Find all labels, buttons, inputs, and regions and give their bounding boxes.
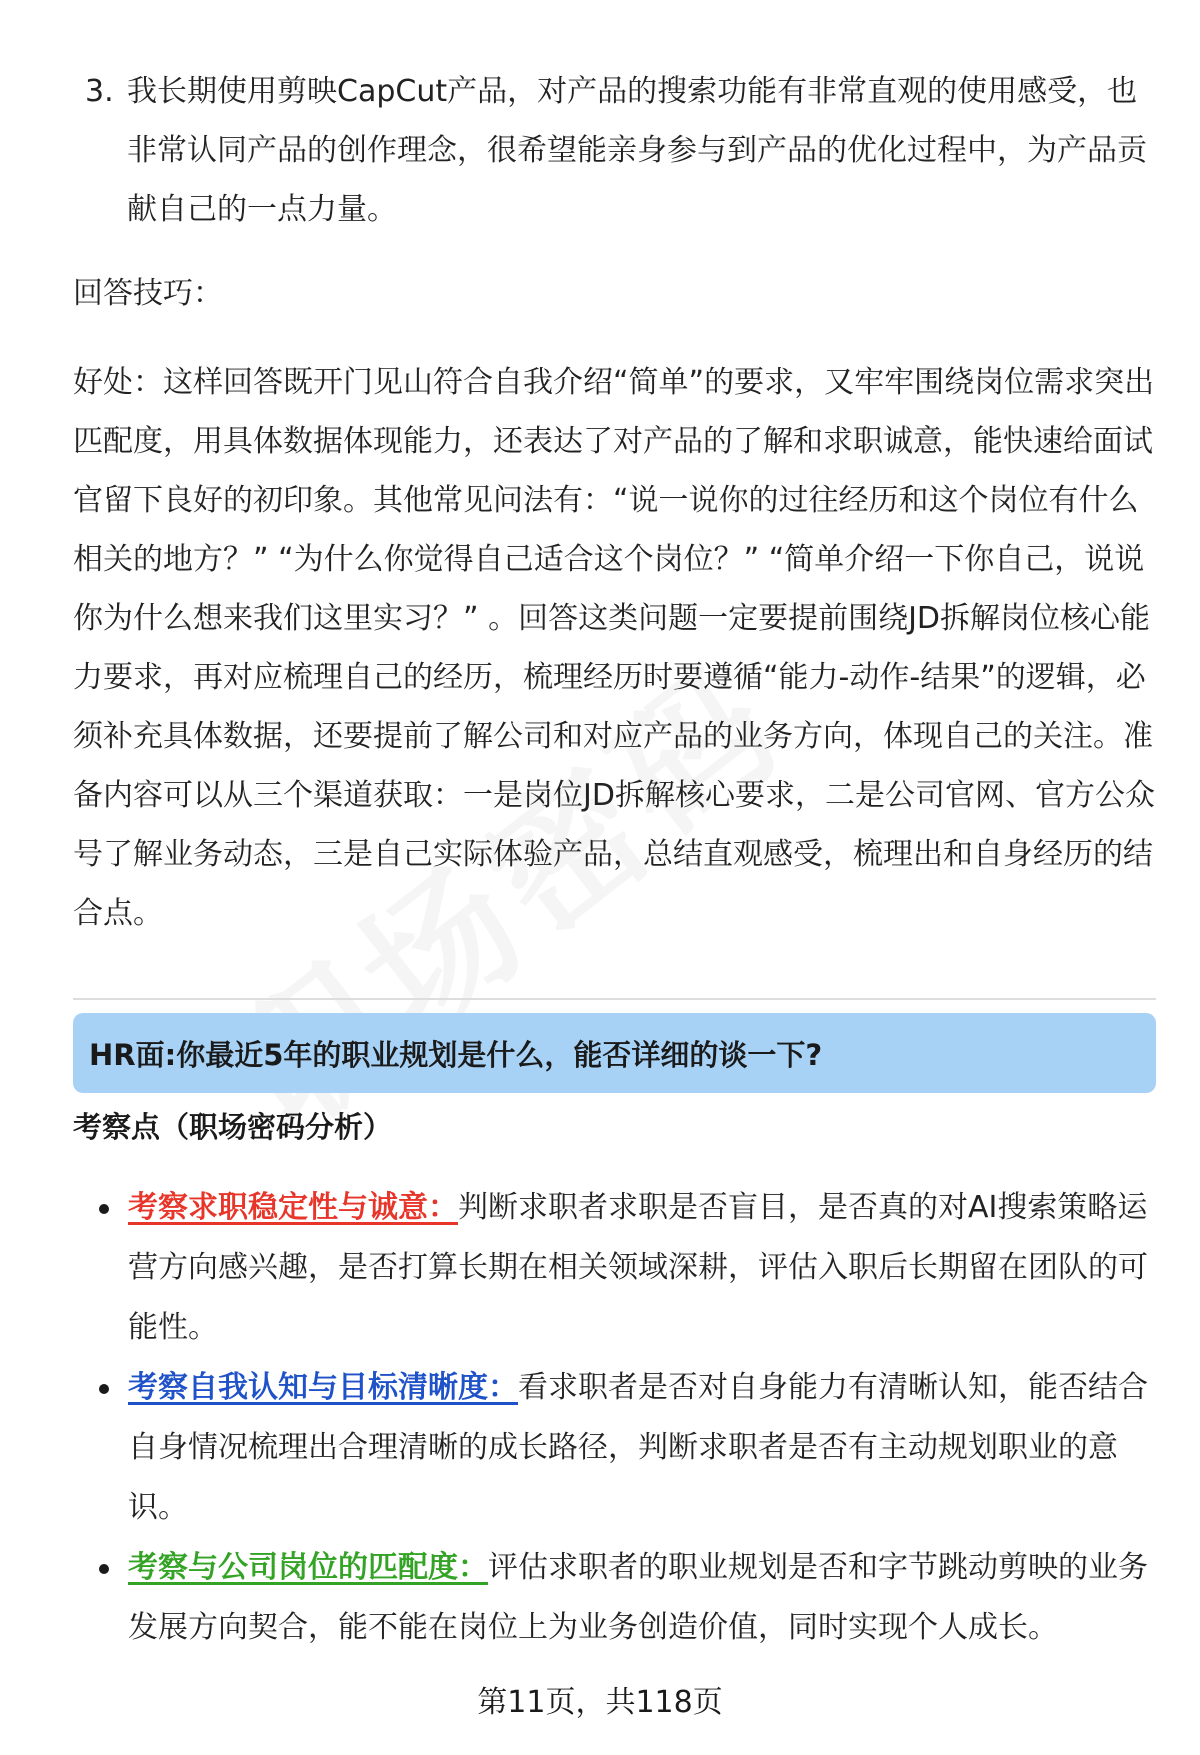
bullet-dot-icon (99, 1204, 109, 1214)
bullet-dot-icon (99, 1564, 109, 1574)
bullet-item (73, 1358, 1163, 1538)
section-divider (73, 998, 1156, 1000)
bullet-keyword: 考察与公司岗位的匹配度： (128, 1550, 488, 1585)
hr-question-title: HR面:你最近5年的职业规划是什么，能否详细的谈一下? (89, 1037, 823, 1072)
benefit-paragraph: 好处：这样回答既开门见山符合自我介绍“简单”的要求，又牢牢围绕岗位需求突出匹配度，用具体数据体现能力，还表达了对产品的了解和求职诚意，能快速给面试官留下良好的初印象。其他常见问法有：“说一说你的过往经历和这个岗位有什么相关的地方？” “为什么你觉得自己适合这个岗位？” “简单介绍一下你自己，说说你为什么想来我们这里实习？” 。回答这类问题一定要提前围绕JD拆解岗位核心能力要求，再对应梳理自己的经历，梳理经历时要遵循“能力-动作-结果”的逻辑，必须补充具体数据，还要提前了解公司和对应产品的业务方向，体现自己的关注。准备内容可以从三个渠道获取：一是岗位JD拆解核心要求，二是公司官网、官方公众号了解业务动态，三是自己实际体验产品，总结直观感受，梳理出和自身经历的结合点。 (73, 365, 1155, 931)
bullet-keyword: 考察自我认知与目标清晰度： (128, 1370, 518, 1405)
analysis-bullet-list (73, 1178, 1163, 1658)
bullet-dot-icon (99, 1384, 109, 1394)
tips-label: 回答技巧： (73, 276, 223, 311)
list-item-3 (75, 62, 1165, 239)
page-footer: 第11页，共118页 (477, 1685, 723, 1720)
list-item-number: 3. (85, 74, 114, 109)
bullet-item (73, 1538, 1163, 1658)
bullet-keyword: 考察求职稳定性与诚意： (128, 1190, 458, 1225)
analysis-heading: 考察点（职场密码分析） (73, 1110, 393, 1144)
list-item-text: 我长期使用剪映CapCut产品，对产品的搜索功能有非常直观的使用感受，也非常认同产品的创作理念，很希望能亲身参与到产品的优化过程中，为产品贡献自己的一点力量。 (127, 74, 1147, 227)
hr-question-banner (73, 1013, 1156, 1093)
bullet-text: 评估求职者的职业规划是否和字节跳动剪映的业务发展方向契合，能不能在岗位上为业务创造价值，同时实现个人成长。 (128, 1550, 1148, 1645)
bullet-text: 判断求职者求职是否盲目，是否真的对AI搜索策略运营方向感兴趣，是否打算长期在相关领域深耕，评估入职后长期留在团队的可能性。 (128, 1190, 1148, 1345)
bullet-text: 看求职者是否对自身能力有清晰认知，能否结合自身情况梳理出合理清晰的成长路径，判断求职者是否有主动规划职业的意识。 (128, 1370, 1148, 1525)
bullet-item (73, 1178, 1163, 1358)
